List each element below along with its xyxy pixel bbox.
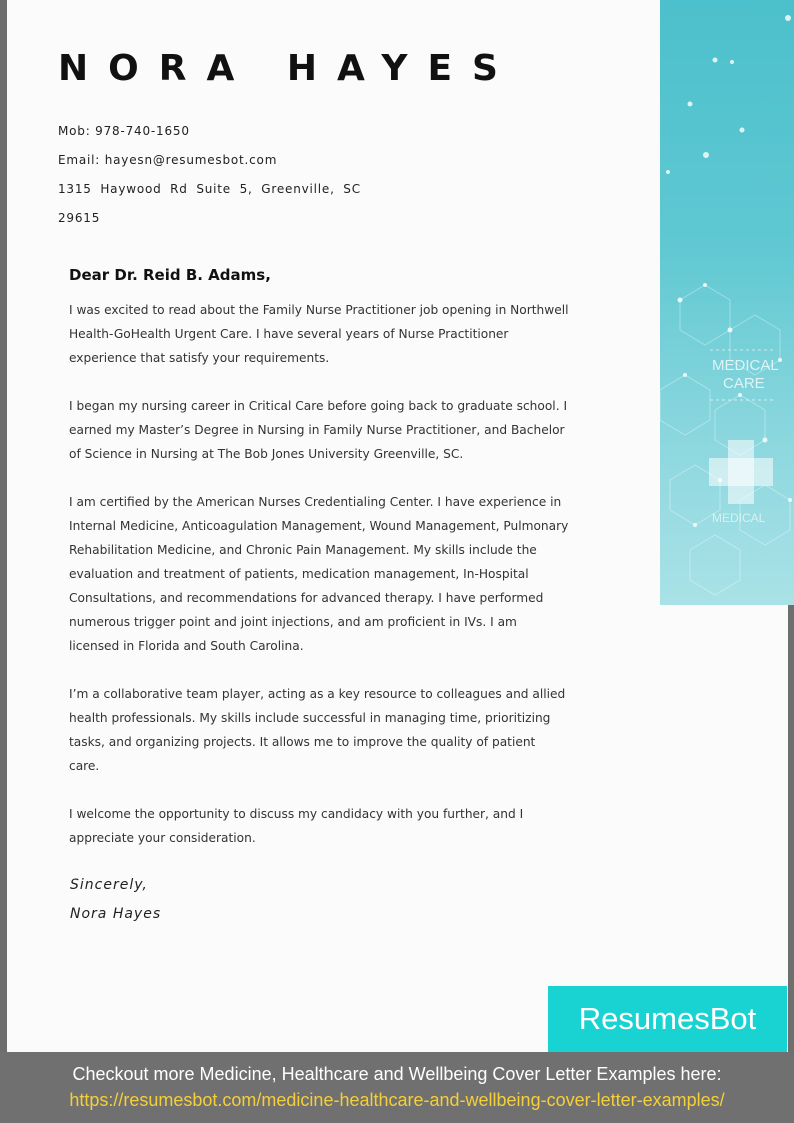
- contact-mobile: Mob: 978-740-1650: [58, 124, 190, 138]
- contact-email: Email: hayesn@resumesbot.com: [58, 153, 278, 167]
- contact-address-line1: 1315 Haywood Rd Suite 5, Greenville, SC: [58, 182, 361, 196]
- letter-signature: Nora Hayes: [70, 906, 162, 922]
- letter-paragraph: I was excited to read about the Family Nurse Practitioner job opening in Northwell Health-GoHealth Urgent Care. I have several years of Nurse Practitioner experience that satisfy your requirements.: [69, 303, 569, 365]
- letter-paragraph: I began my nursing career in Critical Care before going back to graduate school. I earned my Master’s Degree in Nursing in Family Nurse Practitioner, and Bachelor of Science in Nursing at The Bob Jones University Greenville, SC.: [69, 399, 568, 461]
- letter-closing: Sincerely,: [70, 877, 148, 893]
- footer-link[interactable]: https://resumesbot.com/medicine-healthcare-and-wellbeing-cover-letter-examples/: [69, 1090, 725, 1110]
- brand-badge[interactable]: [548, 986, 787, 1052]
- footer-text: Checkout more Medicine, Healthcare and Wellbeing Cover Letter Examples here:: [72, 1064, 722, 1084]
- letter-paragraph: I’m a collaborative team player, acting as a key resource to colleagues and allied health professionals. My skills include successful in managing time, prioritizing tasks, and organizing projects. It allows me to improve the quality of patient care.: [69, 687, 566, 773]
- letter-salutation: Dear Dr. Reid B. Adams,: [69, 266, 271, 284]
- applicant-name: NORA HAYES: [58, 48, 518, 89]
- letter-paragraph: I am certified by the American Nurses Credentialing Center. I have experience in Internal Medicine, Anticoagulation Management, Wound Management, Pulmonary Rehabilitation Medicine, and Chronic Pain Management. My skills include the evaluation and treatment of patients, medication management, In-Hospital Consultations, and recommendations for advanced therapy. I have performed numerous trigger point and joint injections, and am proficient in IVs. I am licensed in Florida and South Carolina.: [69, 495, 569, 653]
- letter-paragraph: I welcome the opportunity to discuss my candidacy with you further, and I appreciate your consideration.: [69, 807, 524, 845]
- medical-decor-band: [660, 0, 794, 605]
- contact-address-line2: 29615: [58, 211, 101, 225]
- band-label-medical: MEDICAL: [712, 357, 779, 374]
- band-label-care: CARE: [723, 375, 765, 392]
- brand-name: ResumesBot: [578, 1001, 757, 1036]
- band-label-medical-lower: MEDICAL: [712, 511, 766, 525]
- footer-banner: [0, 1052, 794, 1123]
- letter-page: [7, 0, 788, 1052]
